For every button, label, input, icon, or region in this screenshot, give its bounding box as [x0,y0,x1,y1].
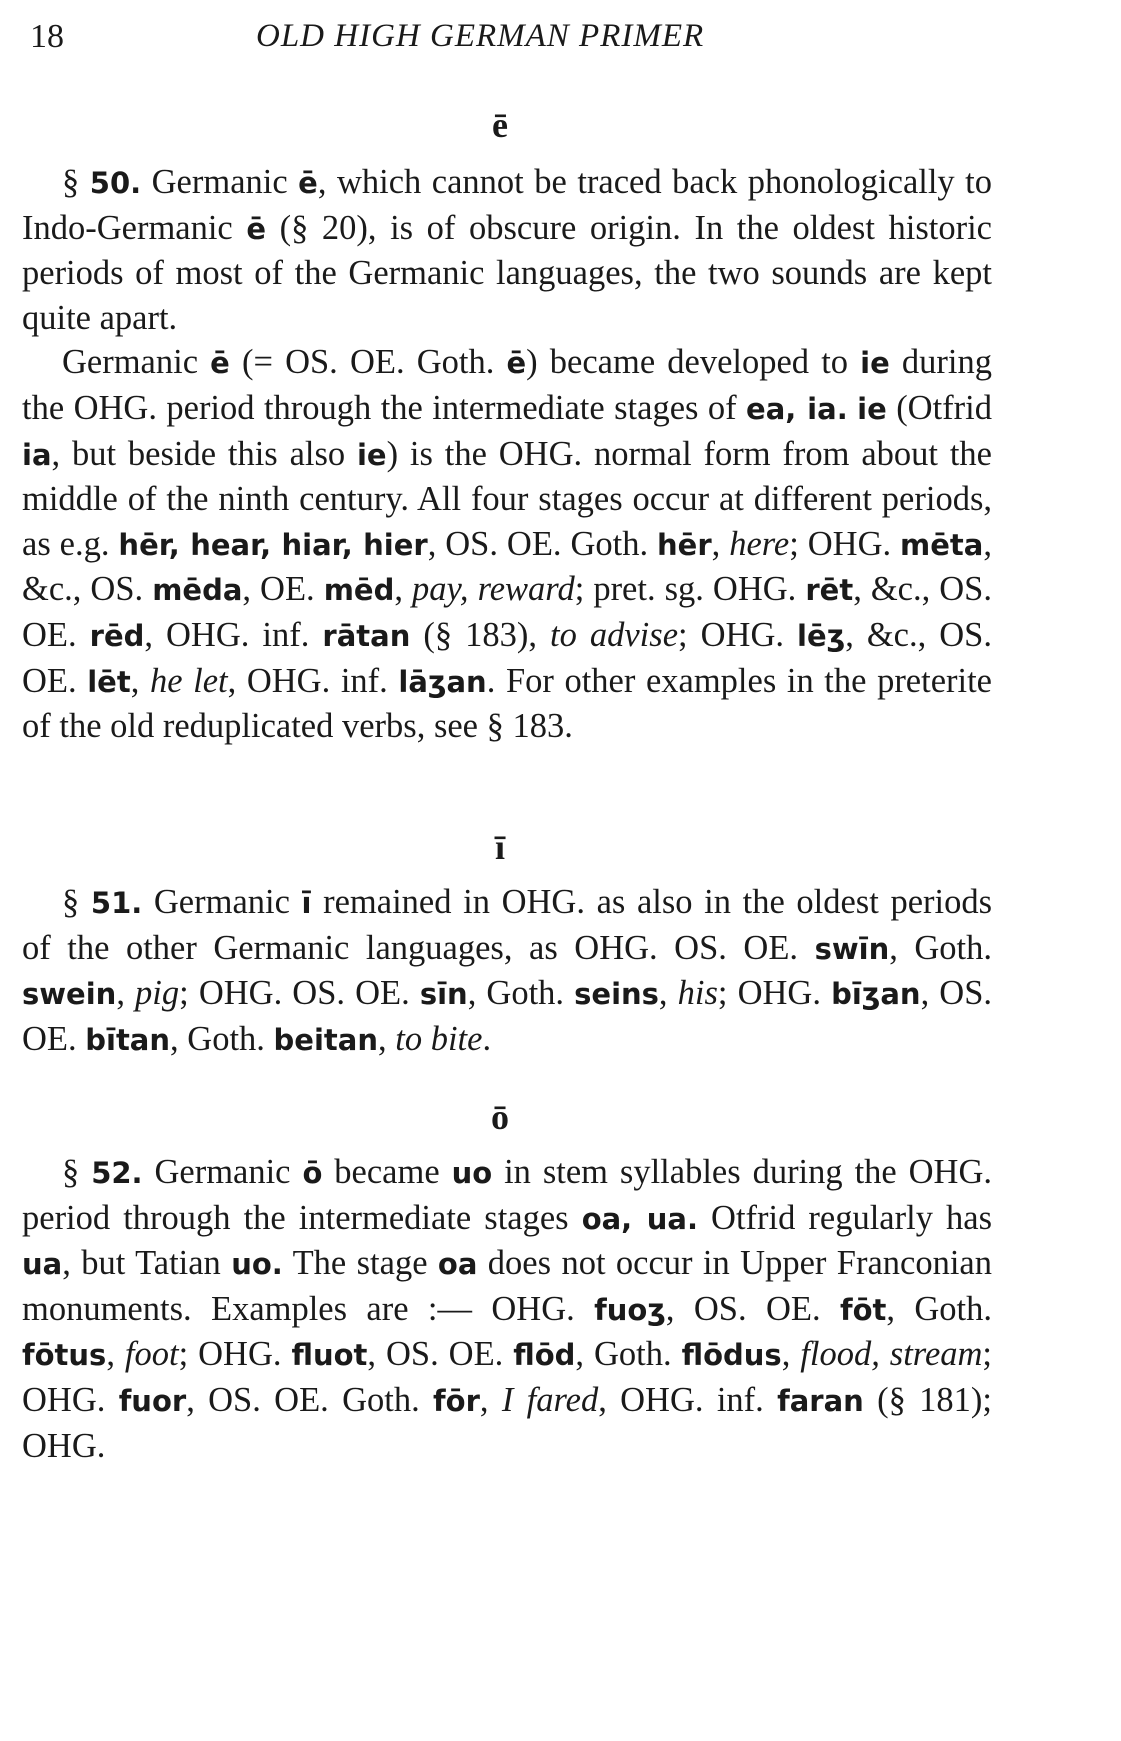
paragraph-50a: § 50. Germanic ē, which cannot be traced back phonologically to Indo-Germanic ē (§ 20), is of obscure origin. In the oldest historic periods of most of the Germanic languages, the two sounds are kept quite apart. [22,163,993,337]
paragraph-50b: Germanic ē (= OS. OE. Goth. ē) became developed to ie during the OHG. period through the intermediate stages of ea, ia. ie (Otfrid ia, but beside this also ie) is the OHG. normal form from about the middle of the ninth century. All four stages occur at different periods, as e.g. hēr, hear, hiar, hier, OS. OE. Goth. hēr, here; OHG. mēta, &c., OS. mēda, OE. mēd, pay, reward; pret. sg. OHG. rēt, &c., OS. OE. rēd, OHG. inf. rātan (§ 183), to advise; OHG. lēʒ, &c., OS. OE. lēt, he let, OHG. inf. lāʒan. For other examples in the preterite of the old reduplicated verbs, see § 183. [22,343,993,746]
page-header [30,14,830,64]
page-number: 18 [30,18,64,55]
section-52-text [22,1150,992,1468]
section-heading-o: ō [491,1097,509,1137]
paragraph-51: § 51. Germanic ī remained in OHG. as also in the oldest periods of the other Germanic languages, as OHG. OS. OE. swīn, Goth. swein, pig; OHG. OS. OE. sīn, Goth. seins, his; OHG. bīʒan, OS. OE. bītan, Goth. beitan, to bite. [22,883,993,1058]
section-heading-i: ī [494,827,505,867]
section-51-text [22,880,992,1062]
paragraph-52: § 52. Germanic ō became uo in stem syllables during the OHG. period through the intermediate stages oa, ua. Otfrid regularly has ua, but Tatian uo. The stage oa does not occur in Upper Franconian monuments. Examples are :— OHG. fuoʒ, OS. OE. fōt, Goth. fōtus, foot; OHG. fluot, OS. OE. flōd, Goth. flōdus, flood, stream; OHG. fuor, OS. OE. Goth. fōr, I fared, OHG. inf. faran (§ 181); OHG. [22,1153,993,1465]
running-title: OLD HIGH GERMAN PRIMER [256,18,705,54]
section-heading-e: ē [492,105,508,145]
section-50-text [22,160,992,749]
